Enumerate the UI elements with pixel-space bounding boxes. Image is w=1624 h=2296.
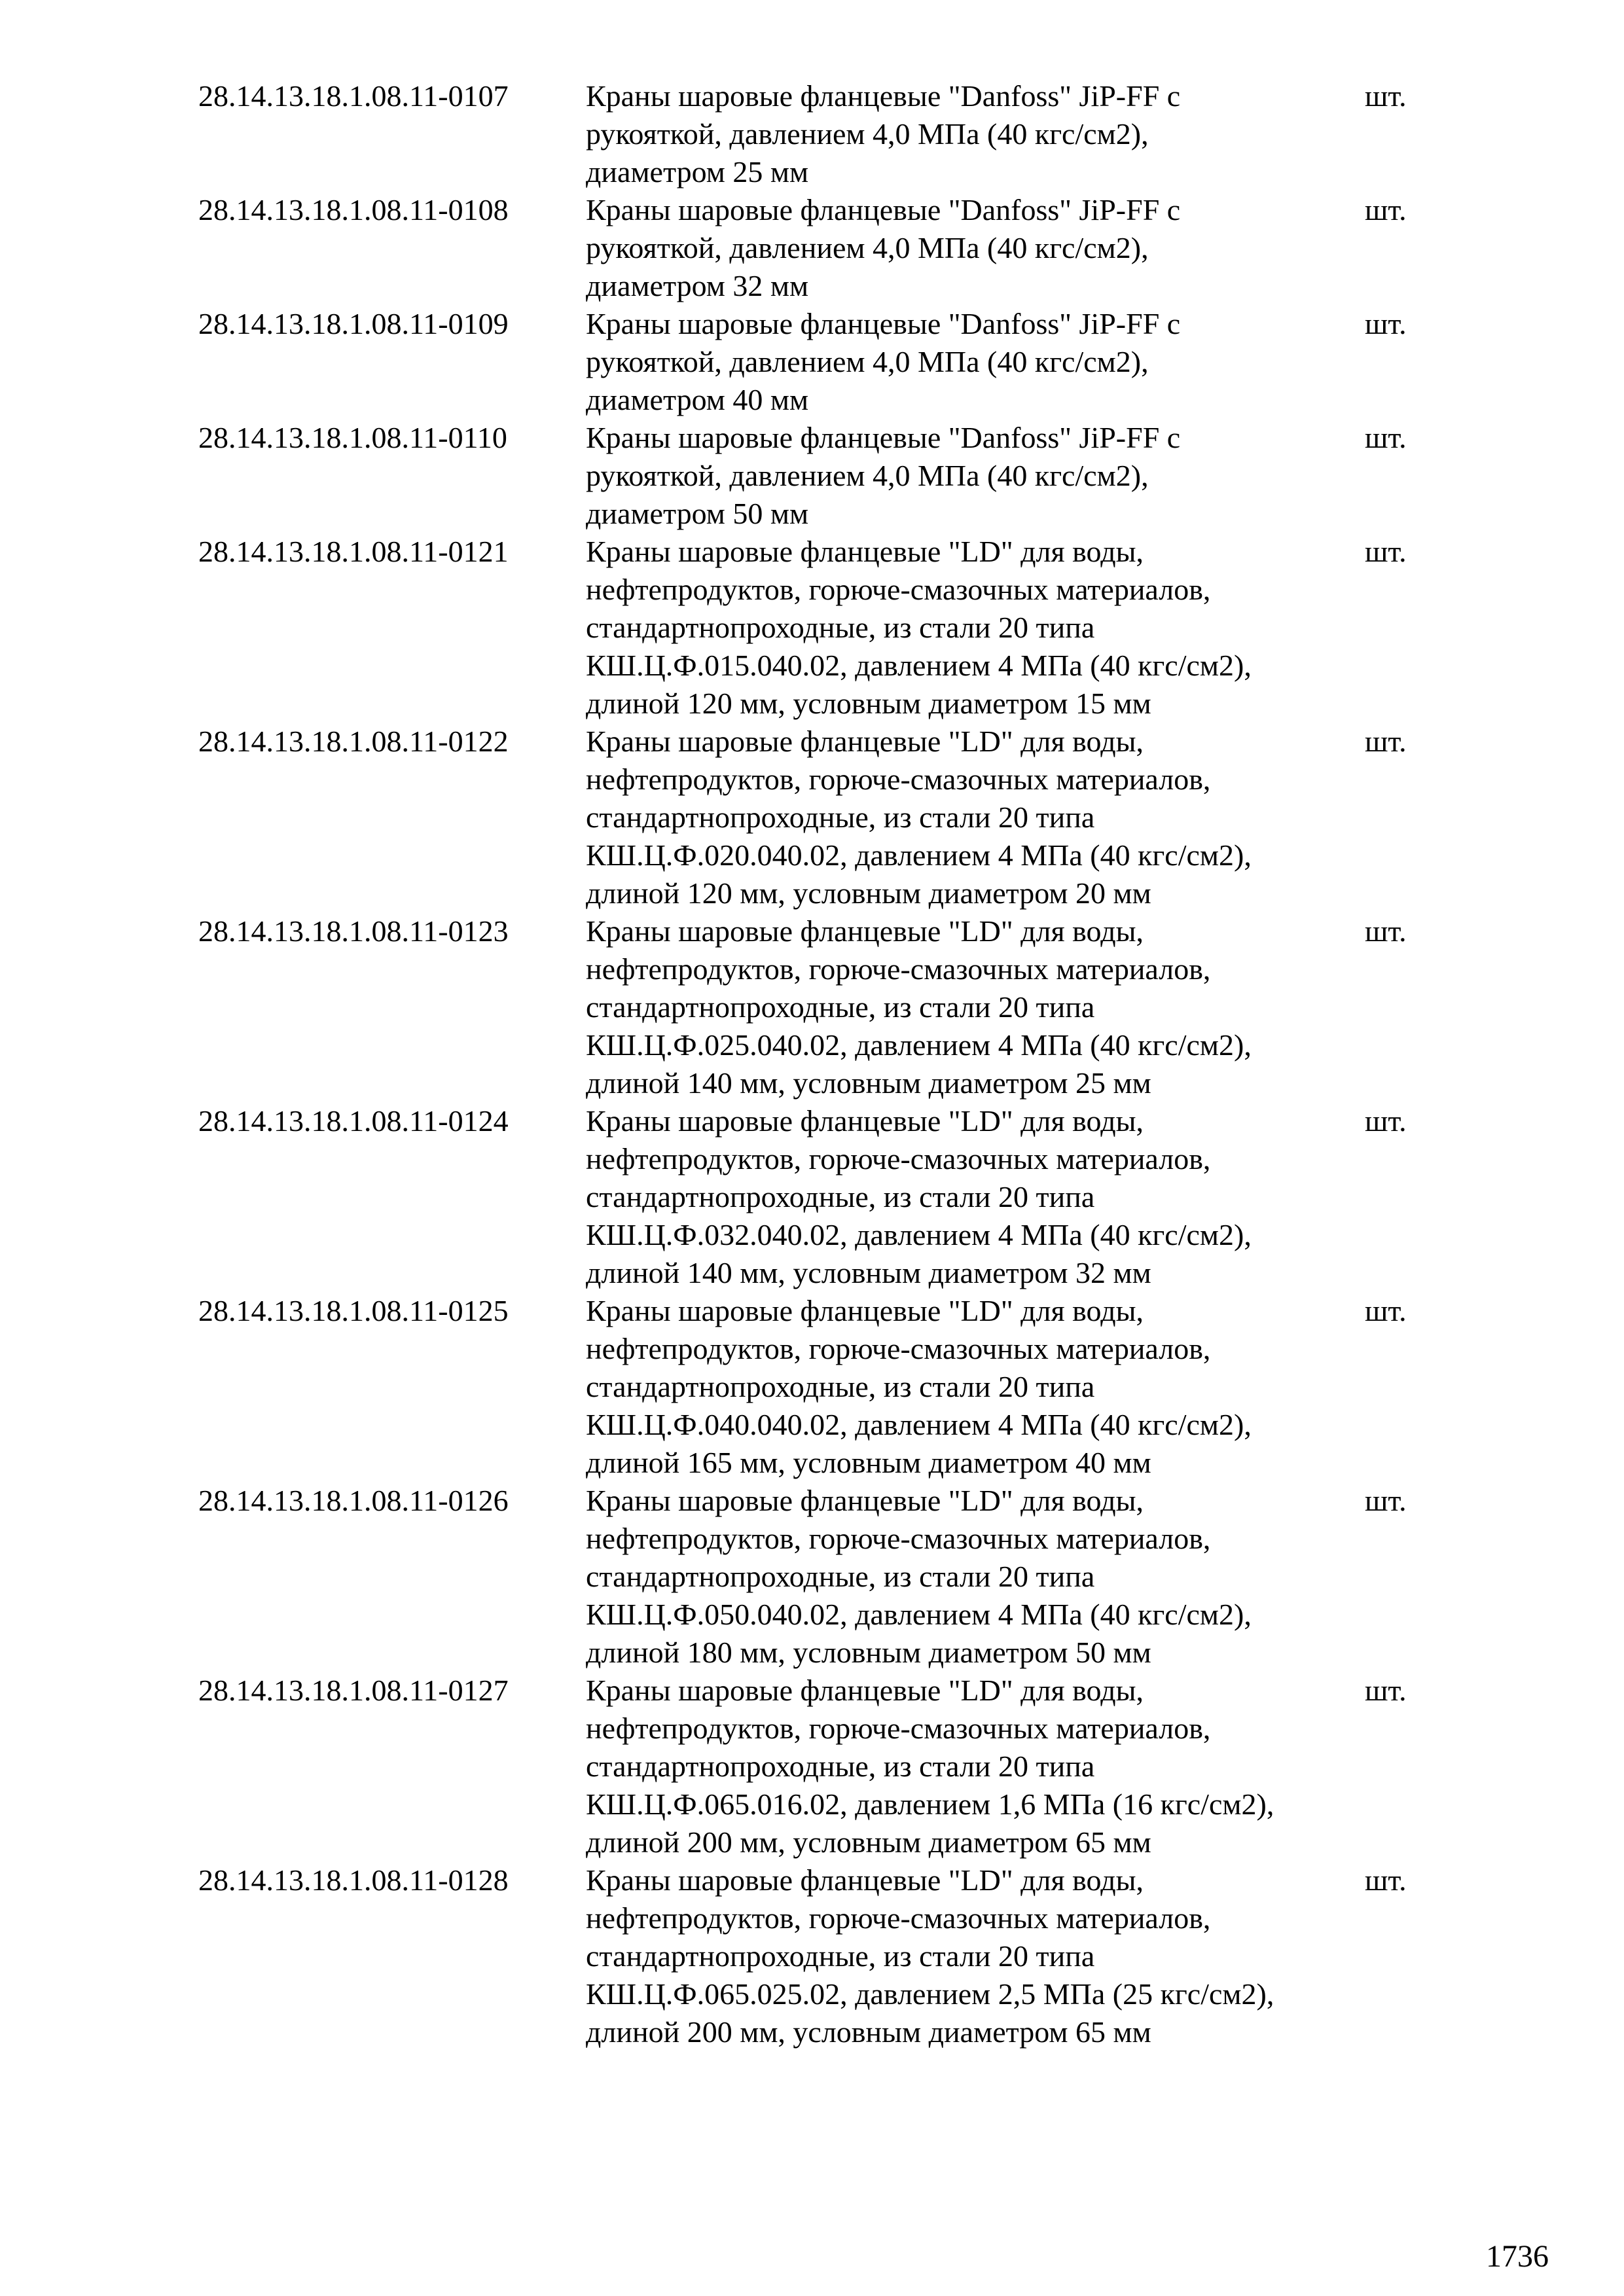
- description-line: Краны шаровые фланцевые "LD" для воды,: [586, 1863, 1144, 1897]
- description-line: Краны шаровые фланцевые "Danfoss" JiP-FF с: [586, 193, 1181, 226]
- description-line: Краны шаровые фланцевые "Danfoss" JiP-FF с: [586, 79, 1181, 113]
- item-description: [586, 191, 1365, 305]
- list-item: [198, 533, 1442, 723]
- description-line: рукояткой, давлением 4,0 МПа (40 кгс/см2),: [586, 231, 1149, 264]
- description-line: Краны шаровые фланцевые "LD" для воды,: [586, 1294, 1144, 1327]
- description-line: стандартнопроходные, из стали 20 типа: [586, 1939, 1095, 1973]
- description-line: длиной 180 мм, условным диаметром 50 мм: [586, 1636, 1151, 1669]
- item-description: [586, 1292, 1365, 1482]
- list-item: [198, 1102, 1442, 1292]
- item-description: [586, 723, 1365, 912]
- list-item: [198, 1861, 1442, 2051]
- description-line: КШ.Ц.Ф.020.040.02, давлением 4 МПа (40 кгс/см2),: [586, 838, 1252, 872]
- item-description: [586, 1482, 1365, 1672]
- item-description: [586, 77, 1365, 191]
- item-description: [586, 419, 1365, 533]
- item-description: [586, 533, 1365, 723]
- description-line: стандартнопроходные, из стали 20 типа: [586, 611, 1095, 644]
- description-line: длиной 140 мм, условным диаметром 25 мм: [586, 1066, 1151, 1100]
- description-line: КШ.Ц.Ф.032.040.02, давлением 4 МПа (40 кгс/см2),: [586, 1218, 1252, 1251]
- item-code: 28.14.13.18.1.08.11-0128: [198, 1863, 509, 1897]
- item-description: [586, 305, 1365, 419]
- description-line: стандартнопроходные, из стали 20 типа: [586, 1749, 1095, 1783]
- list-item: [198, 305, 1442, 419]
- description-line: стандартнопроходные, из стали 20 типа: [586, 1370, 1095, 1403]
- item-unit: шт.: [1365, 307, 1407, 340]
- description-line: нефтепродуктов, горюче-смазочных материалов,: [586, 1712, 1211, 1745]
- description-line: Краны шаровые фланцевые "LD" для воды,: [586, 535, 1144, 568]
- list-item: [198, 419, 1442, 533]
- description-line: Краны шаровые фланцевые "LD" для воды,: [586, 1674, 1144, 1707]
- description-line: длиной 140 мм, условным диаметром 32 мм: [586, 1256, 1151, 1289]
- description-line: нефтепродуктов, горюче-смазочных материалов,: [586, 952, 1211, 986]
- description-line: Краны шаровые фланцевые "LD" для воды,: [586, 725, 1144, 758]
- item-unit: шт.: [1365, 193, 1407, 226]
- description-line: стандартнопроходные, из стали 20 типа: [586, 1180, 1095, 1213]
- description-line: нефтепродуктов, горюче-смазочных материалов,: [586, 1142, 1211, 1175]
- description-line: Краны шаровые фланцевые "Danfoss" JiP-FF с: [586, 421, 1181, 454]
- description-line: КШ.Ц.Ф.050.040.02, давлением 4 МПа (40 кгс/см2),: [586, 1598, 1252, 1631]
- item-unit: шт.: [1365, 1863, 1407, 1897]
- item-description: [586, 1102, 1365, 1292]
- description-line: рукояткой, давлением 4,0 МПа (40 кгс/см2),: [586, 459, 1149, 492]
- item-code: 28.14.13.18.1.08.11-0125: [198, 1294, 509, 1327]
- description-line: нефтепродуктов, горюче-смазочных материалов,: [586, 762, 1211, 796]
- price-list-entries: [198, 77, 1442, 2051]
- description-line: диаметром 25 мм: [586, 155, 809, 188]
- item-code: 28.14.13.18.1.08.11-0110: [198, 421, 507, 454]
- list-item: [198, 1292, 1442, 1482]
- description-line: рукояткой, давлением 4,0 МПа (40 кгс/см2),: [586, 345, 1149, 378]
- item-code: 28.14.13.18.1.08.11-0126: [198, 1484, 509, 1517]
- description-line: КШ.Ц.Ф.065.025.02, давлением 2,5 МПа (25 кгс/см2),: [586, 1977, 1274, 2011]
- description-line: стандартнопроходные, из стали 20 типа: [586, 800, 1095, 834]
- description-line: КШ.Ц.Ф.015.040.02, давлением 4 МПа (40 кгс/см2),: [586, 649, 1252, 682]
- description-line: диаметром 32 мм: [586, 269, 809, 302]
- item-unit: шт.: [1365, 1484, 1407, 1517]
- description-line: диаметром 40 мм: [586, 383, 809, 416]
- description-line: длиной 120 мм, условным диаметром 20 мм: [586, 876, 1151, 910]
- item-unit: шт.: [1365, 725, 1407, 758]
- item-description: [586, 912, 1365, 1102]
- description-line: длиной 165 мм, условным диаметром 40 мм: [586, 1446, 1151, 1479]
- description-line: нефтепродуктов, горюче-смазочных материалов,: [586, 1522, 1211, 1555]
- description-line: нефтепродуктов, горюче-смазочных материалов,: [586, 1332, 1211, 1365]
- item-unit: шт.: [1365, 1294, 1407, 1327]
- item-unit: шт.: [1365, 535, 1407, 568]
- item-unit: шт.: [1365, 421, 1407, 454]
- description-line: длиной 120 мм, условным диаметром 15 мм: [586, 687, 1151, 720]
- list-item: [198, 912, 1442, 1102]
- description-line: нефтепродуктов, горюче-смазочных материалов,: [586, 573, 1211, 606]
- item-code: 28.14.13.18.1.08.11-0122: [198, 725, 509, 758]
- item-unit: шт.: [1365, 79, 1407, 113]
- list-item: [198, 77, 1442, 191]
- item-code: 28.14.13.18.1.08.11-0124: [198, 1104, 509, 1138]
- description-line: длиной 200 мм, условным диаметром 65 мм: [586, 2015, 1151, 2049]
- description-line: КШ.Ц.Ф.040.040.02, давлением 4 МПа (40 кгс/см2),: [586, 1408, 1252, 1441]
- description-line: Краны шаровые фланцевые "LD" для воды,: [586, 914, 1144, 948]
- list-item: [198, 191, 1442, 305]
- item-unit: шт.: [1365, 1104, 1407, 1138]
- description-line: КШ.Ц.Ф.065.016.02, давлением 1,6 МПа (16 кгс/см2),: [586, 1787, 1274, 1821]
- item-code: 28.14.13.18.1.08.11-0109: [198, 307, 509, 340]
- description-line: Краны шаровые фланцевые "LD" для воды,: [586, 1104, 1144, 1138]
- page-number: 1736: [1486, 2239, 1549, 2274]
- description-line: Краны шаровые фланцевые "LD" для воды,: [586, 1484, 1144, 1517]
- item-description: [586, 1861, 1365, 2051]
- description-line: диаметром 50 мм: [586, 497, 809, 530]
- description-line: рукояткой, давлением 4,0 МПа (40 кгс/см2),: [586, 117, 1149, 151]
- list-item: [198, 1482, 1442, 1672]
- item-description: [586, 1672, 1365, 1861]
- item-code: 28.14.13.18.1.08.11-0127: [198, 1674, 509, 1707]
- description-line: нефтепродуктов, горюче-смазочных материалов,: [586, 1901, 1211, 1935]
- description-line: стандартнопроходные, из стали 20 типа: [586, 1560, 1095, 1593]
- description-line: стандартнопроходные, из стали 20 типа: [586, 990, 1095, 1024]
- item-code: 28.14.13.18.1.08.11-0121: [198, 535, 509, 568]
- item-unit: шт.: [1365, 1674, 1407, 1707]
- item-unit: шт.: [1365, 914, 1407, 948]
- list-item: [198, 723, 1442, 912]
- item-code: 28.14.13.18.1.08.11-0123: [198, 914, 509, 948]
- description-line: длиной 200 мм, условным диаметром 65 мм: [586, 1825, 1151, 1859]
- item-code: 28.14.13.18.1.08.11-0107: [198, 79, 509, 113]
- list-item: [198, 1672, 1442, 1861]
- description-line: КШ.Ц.Ф.025.040.02, давлением 4 МПа (40 кгс/см2),: [586, 1028, 1252, 1062]
- description-line: Краны шаровые фланцевые "Danfoss" JiP-FF с: [586, 307, 1181, 340]
- item-code: 28.14.13.18.1.08.11-0108: [198, 193, 509, 226]
